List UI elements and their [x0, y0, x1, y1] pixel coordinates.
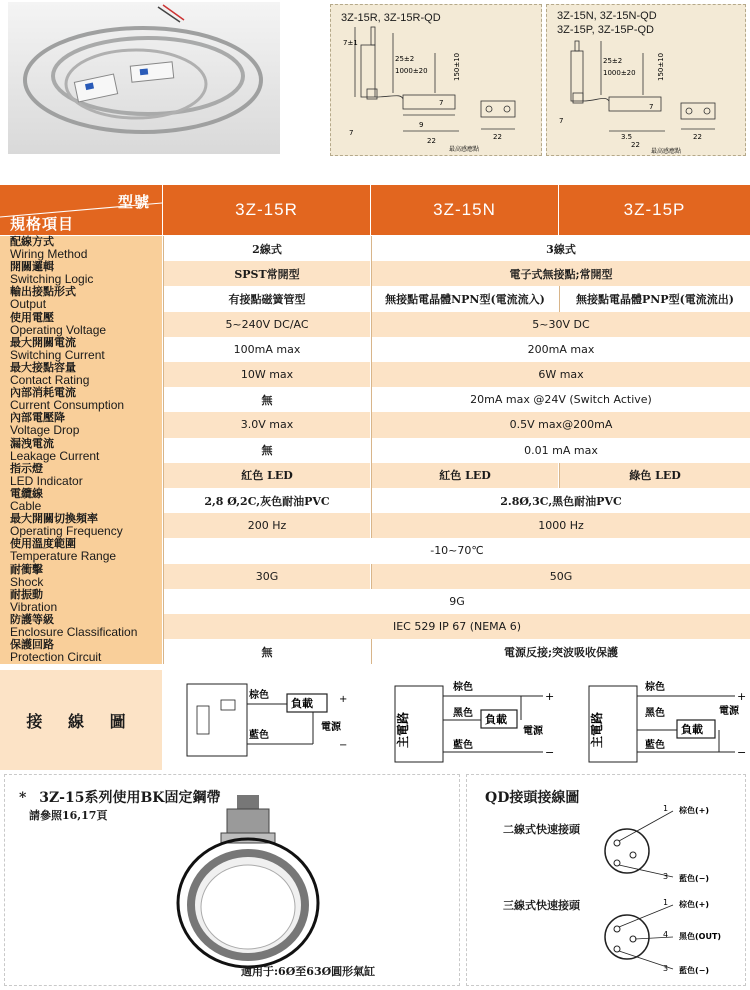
dim-22-b: 22 — [693, 133, 702, 141]
spec-row — [0, 513, 750, 539]
qd3-black-out: 黑色(OUT) — [679, 932, 722, 941]
spec-row — [0, 538, 750, 564]
bracket-section — [4, 774, 460, 986]
spec-label-zh: 內部電壓降 — [10, 411, 65, 425]
wiring-label: 接 線 圖 — [26, 711, 136, 731]
spec-label-en: Current Consumption — [10, 398, 125, 413]
plus-sign: + — [339, 694, 348, 705]
spec-value-15n-15p: 200mA max — [371, 337, 750, 362]
sensing-point-label: 最高感應點 — [449, 146, 480, 153]
spec-row-label — [0, 589, 162, 614]
spec-label-en: Voltage Drop — [10, 423, 80, 438]
dimension-drawing-2wire — [330, 4, 542, 156]
spec-row — [0, 236, 750, 262]
dim-1000: 1000±20 — [395, 67, 428, 75]
spec-label-zh: 輸出接點形式 — [10, 285, 76, 299]
spec-row-label — [0, 438, 162, 463]
spec-row-label — [0, 412, 162, 437]
spec-label-zh: 耐振動 — [10, 587, 43, 601]
spec-row — [0, 564, 750, 590]
spec-value-15r: SPST常開型 — [163, 261, 370, 286]
power-label: 電源 — [719, 706, 739, 717]
spec-row — [0, 488, 750, 514]
spec-value-all: IEC 529 IP 67 (NEMA 6) — [163, 614, 750, 639]
spec-row — [0, 412, 750, 438]
spec-row-label — [0, 362, 162, 387]
spec-label-en: Enclosure Classification — [10, 625, 138, 639]
wire-brown: 棕色 — [645, 682, 665, 693]
spec-row-label — [0, 488, 162, 513]
spec-value-15n-15p: 5~30V DC — [371, 312, 750, 337]
spec-value-all: -10~70℃ — [163, 538, 750, 563]
spec-value-15n-15p: 20mA max @24V (Switch Active) — [371, 387, 750, 412]
dim-22-a: 22 — [631, 141, 640, 149]
qd-title: QD接頭接線圖 — [485, 790, 580, 806]
dim-3-5: 3.5 — [621, 133, 633, 141]
spec-label-en: Switching Logic — [10, 272, 94, 287]
spec-label-zh: 使用電壓 — [10, 310, 54, 324]
corner-spec-label: 規格項目 — [10, 215, 75, 233]
qd3-pin1: 1 — [663, 898, 669, 907]
drawing-title-p: 3Z-15P, 3Z-15P-QD — [557, 24, 655, 36]
qd3-blue-minus: 藍色(−) — [679, 966, 710, 975]
dim-22-a: 22 — [427, 137, 436, 145]
spec-value-15r: 30G — [163, 564, 370, 589]
wire-brown: 棕色 — [453, 682, 473, 693]
spec-row — [0, 438, 750, 464]
wiring-diagram-15r — [163, 670, 370, 770]
spec-row-label — [0, 312, 162, 337]
spec-label-en: LED Indicator — [10, 473, 83, 488]
corner-model-label: 型號 — [117, 193, 150, 211]
wire-black: 黑色 — [645, 708, 665, 719]
spec-value-15n: 無接點電晶體NPN型(電流流入) — [371, 286, 558, 311]
wire-blue: 藍色 — [249, 730, 269, 741]
minus-sign: − — [545, 746, 555, 759]
qd3-pin4: 4 — [663, 930, 669, 939]
spec-label-zh: 最大開關電流 — [10, 335, 76, 349]
spec-value-15r: 有接點磁簧管型 — [163, 286, 370, 311]
dim-25-2: 25±2 — [603, 57, 623, 65]
spec-row-label — [0, 337, 162, 362]
qd3-brown-plus: 棕色(+) — [679, 900, 710, 909]
spec-label-en: Output — [10, 297, 47, 312]
dimension-drawing-svg — [547, 5, 747, 155]
power-label: 電源 — [523, 726, 543, 737]
qd3-pin3: 3 — [663, 964, 669, 973]
spec-row-label — [0, 564, 162, 589]
spec-row — [0, 312, 750, 338]
wire-brown: 棕色 — [249, 690, 269, 701]
qd2-pin1: 1 — [663, 804, 669, 813]
dim-7-b: 7 — [349, 129, 354, 137]
spec-label-en: Protection Circuit — [10, 650, 102, 665]
wire-blue: 藍色 — [453, 740, 473, 751]
spec-row — [0, 639, 750, 665]
spec-value-15n-15p: 電子式無接點;常開型 — [371, 261, 750, 286]
minus-sign: − — [339, 740, 348, 751]
qd2-blue-minus: 藍色(−) — [679, 874, 710, 883]
bracket-star: * — [19, 790, 27, 806]
wire-blue: 藍色 — [645, 740, 665, 751]
spec-value-15r: 紅色 LED — [163, 463, 370, 488]
spec-value-15r: 10W max — [163, 362, 370, 387]
main-circuit-label: 主電路 — [590, 711, 604, 748]
wiring-diagram-row — [0, 670, 750, 770]
drawing-title: 3Z-15R, 3Z-15R-QD — [341, 12, 441, 24]
spec-label-zh: 指示燈 — [10, 461, 43, 475]
spec-value-15r: 100mA max — [163, 337, 370, 362]
spec-row-label — [0, 639, 162, 664]
bracket-applies: 適用于:6Ø至63Ø圓形氣缸 — [241, 965, 376, 978]
spec-label-en: Cable — [10, 499, 42, 513]
spec-value-15r: 200 Hz — [163, 513, 370, 538]
spec-row-label — [0, 387, 162, 412]
spec-label-en: Wiring Method — [10, 247, 88, 261]
spec-label-zh: 漏洩電流 — [10, 436, 54, 450]
wiring-diagram-15p — [559, 670, 750, 770]
qd-two-wire-label: 二線式快速接頭 — [503, 823, 580, 836]
plus-sign: + — [737, 690, 747, 703]
dim-25-2: 25±2 — [395, 55, 415, 63]
spec-label-zh: 內部消耗電流 — [10, 386, 76, 400]
spec-value-15n-15p: 2.8Ø,3C,黑色耐油PVC — [371, 488, 750, 513]
qd2-brown-plus: 棕色(+) — [679, 806, 710, 815]
qd-section — [466, 774, 746, 986]
spec-value-15r: 2,8 Ø,2C,灰色耐油PVC — [163, 488, 370, 513]
dim-150: 150±10 — [657, 52, 665, 81]
spec-value-15r: 無 — [163, 438, 370, 463]
spec-label-en: Vibration — [10, 599, 58, 614]
dim-9: 9 — [419, 121, 424, 129]
plus-sign: + — [545, 690, 555, 703]
spec-row — [0, 463, 750, 489]
spec-row — [0, 286, 750, 312]
product-photo — [8, 2, 280, 154]
spec-value-15n-15p: 0.01 mA max — [371, 438, 750, 463]
spec-row-label — [0, 614, 162, 639]
dim-22-b: 22 — [493, 133, 502, 141]
spec-row-label — [0, 513, 162, 538]
spec-label-en: Operating Voltage — [10, 322, 107, 337]
spec-label-zh: 最大接點容量 — [10, 361, 76, 374]
spec-row — [0, 614, 750, 640]
spec-value-15r: 3.0V max — [163, 412, 370, 437]
spec-row-label — [0, 236, 162, 261]
dim-1000: 1000±20 — [603, 69, 636, 77]
spec-value-15r: 無 — [163, 639, 370, 664]
sensing-point-label: 最高感應點 — [651, 148, 682, 155]
header-3z-15n: 3Z-15N — [371, 185, 558, 235]
dimension-drawing-svg — [331, 5, 543, 155]
dim-7-1: 7±1 — [343, 39, 358, 47]
minus-sign: − — [737, 746, 747, 759]
spec-row-label — [0, 286, 162, 311]
spec-label-zh: 電纜線 — [10, 487, 43, 500]
dim-7-a: 7 — [649, 103, 654, 111]
spec-value-15r: 5~240V DC/AC — [163, 312, 370, 337]
spec-label-en: Contact Rating — [10, 373, 90, 387]
qd-pin-diagrams — [467, 775, 747, 987]
bracket-ref: 請參照16,17頁 — [29, 809, 108, 822]
spec-value-15r: 2線式 — [163, 236, 370, 261]
spec-value-15p: 綠色 LED — [559, 463, 750, 488]
spec-label-en: Leakage Current — [10, 448, 100, 463]
spec-row-label — [0, 538, 162, 563]
spec-label-zh: 配線方式 — [10, 235, 54, 248]
spec-row-label — [0, 463, 162, 488]
wiring-label-cell — [0, 670, 162, 770]
load-label: 負載 — [681, 723, 703, 736]
wiring-diagram-15n — [371, 670, 558, 770]
spec-label-zh: 使用溫度範圍 — [10, 537, 76, 551]
spec-value-15n-15p: 50G — [371, 564, 750, 589]
spec-value-15n: 紅色 LED — [371, 463, 558, 488]
bracket-title-text: 3Z-15系列使用BK固定鋼帶 — [39, 790, 221, 806]
spec-value-15r: 無 — [163, 387, 370, 412]
spec-label-zh: 防護等級 — [10, 613, 54, 626]
load-label: 負載 — [485, 713, 507, 726]
main-circuit-label: 主電路 — [396, 711, 410, 748]
spec-label-zh: 開關邏輯 — [10, 260, 54, 274]
wire-black: 黑色 — [453, 708, 473, 719]
spec-value-15n-15p: 3線式 — [371, 236, 750, 261]
table-corner — [0, 185, 162, 235]
spec-row — [0, 362, 750, 388]
qd-three-wire-label: 三線式快速接頭 — [503, 899, 580, 912]
power-label: 電源 — [321, 722, 341, 733]
spec-value-15n-15p: 6W max — [371, 362, 750, 387]
dim-150: 150±10 — [453, 52, 461, 81]
header-3z-15p: 3Z-15P — [559, 185, 750, 235]
dim-7-b: 7 — [559, 117, 564, 125]
spec-label-en: Switching Current — [10, 347, 105, 362]
drawing-title-n: 3Z-15N, 3Z-15N-QD — [557, 10, 657, 22]
spec-row — [0, 589, 750, 615]
spec-row — [0, 261, 750, 287]
spec-label-en: Shock — [10, 574, 44, 589]
spec-value-all: 9G — [163, 589, 750, 614]
spec-row-label — [0, 261, 162, 286]
spec-label-zh: 最大開關切換頻率 — [10, 512, 98, 526]
load-label: 負載 — [291, 697, 313, 710]
spec-label-zh: 耐衝擊 — [10, 562, 43, 576]
spec-label-en: Temperature Range — [10, 549, 117, 564]
spec-value-15n-15p: 1000 Hz — [371, 513, 750, 538]
spec-table — [0, 185, 750, 759]
bracket-band-image — [175, 795, 335, 985]
dim-7-a: 7 — [439, 99, 444, 107]
dimension-drawing-3wire — [546, 4, 746, 156]
sensor-cable-image — [8, 2, 280, 154]
header-3z-15r: 3Z-15R — [163, 185, 370, 235]
spec-value-15p: 無接點電晶體PNP型(電流流出) — [559, 286, 750, 311]
spec-value-15n-15p: 0.5V max@200mA — [371, 412, 750, 437]
spec-row — [0, 387, 750, 413]
spec-label-en: Operating Frequency — [10, 524, 123, 539]
spec-row — [0, 337, 750, 363]
spec-value-15n-15p: 電源反接;突波吸收保護 — [371, 639, 750, 664]
qd2-pin3: 3 — [663, 872, 669, 881]
spec-label-zh: 保護回路 — [10, 638, 54, 652]
